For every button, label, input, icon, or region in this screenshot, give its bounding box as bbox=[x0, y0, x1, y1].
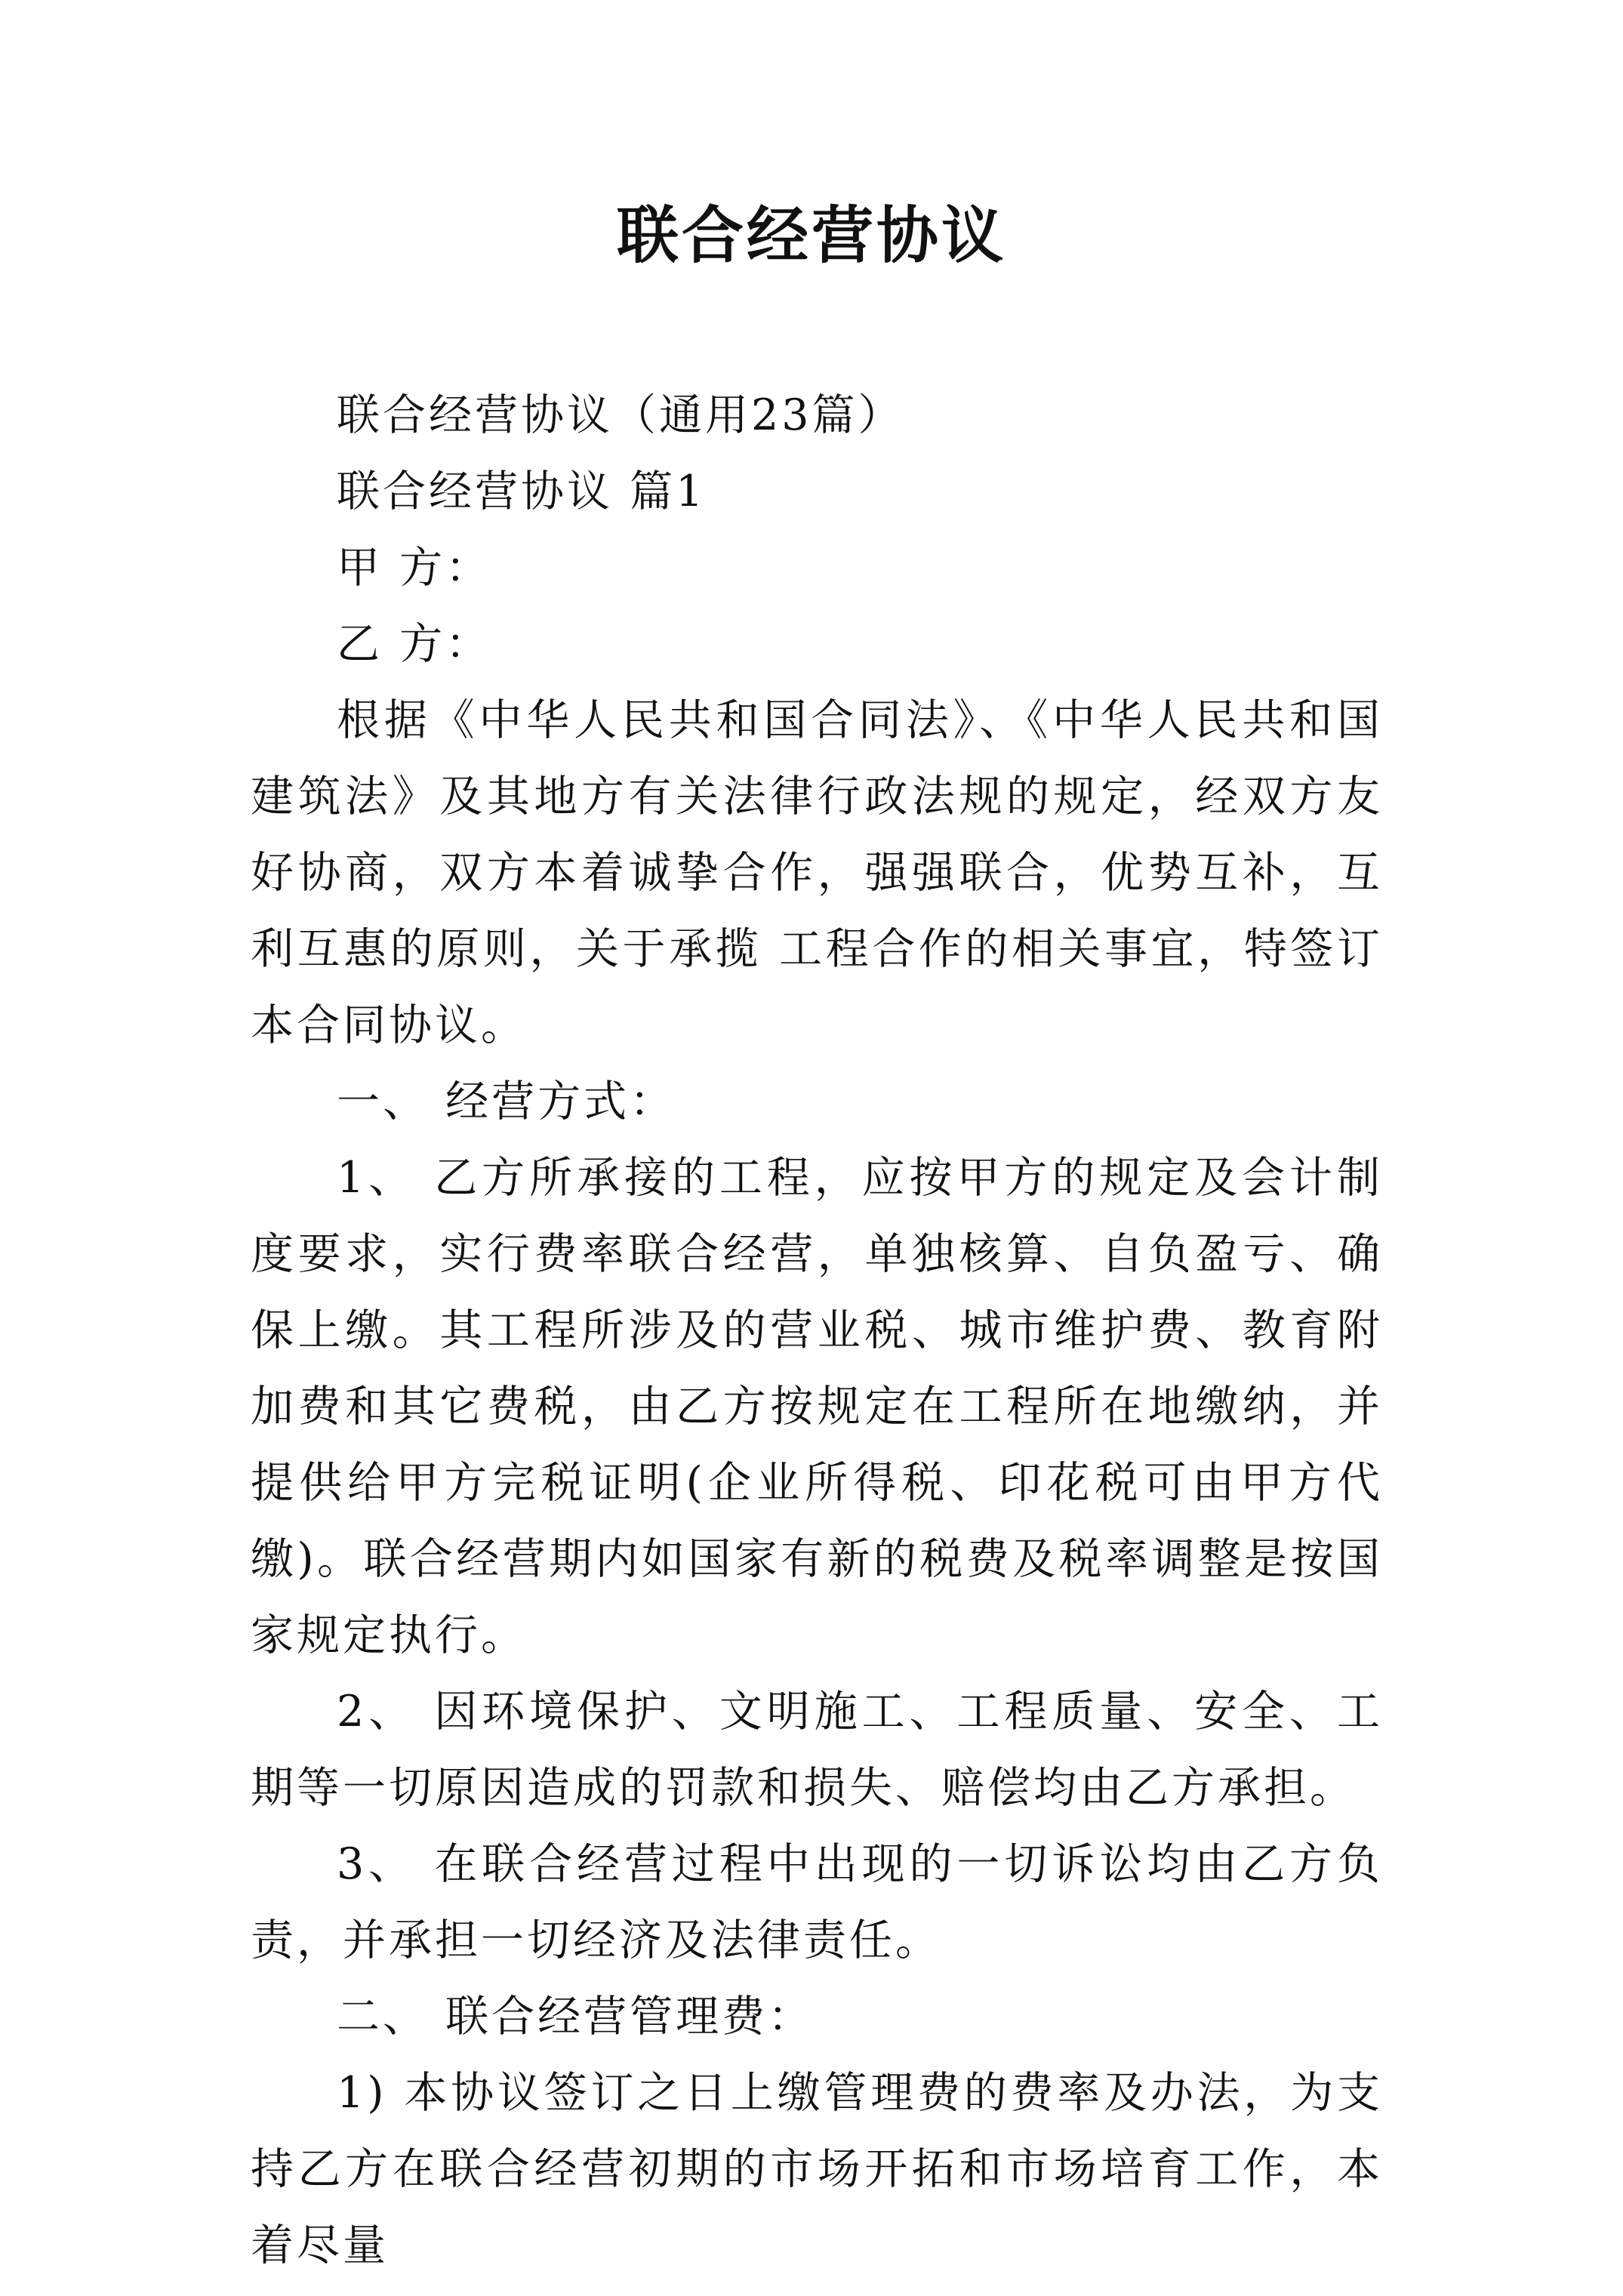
subtitle-collection: 联合经营协议（通用23篇） bbox=[337, 390, 904, 440]
preamble-paragraph: 根据《中华人民共和国合同法》、《中华人民共和国建筑法》及其地方有关法律行政法规的规定，经双方友好协商，双方本着诚挚合作，强强联合，优势互补，互利互惠的原则，关于承揽 工程合作的相关事宜，特签订本合同协议。 bbox=[251, 695, 1383, 1050]
clause-2-1: 1) 本协议签订之日上缴管理费的费率及办法，为支持乙方在联合经营初期的市场开拓和市场培育工作，本着尽量 bbox=[251, 2068, 1383, 2270]
clause-1-1: 1、 乙方所承接的工程，应按甲方的规定及会计制度要求，实行费率联合经营，单独核算、自负盈亏、确保上缴。其工程所涉及的营业税、城市维护费、教育附加费和其它费税，由乙方按规定在工程所在地缴纳，并提供给甲方完税证明(企业所得税、印花税可由甲方代缴)。联合经营期内如国家有新的税费及税率调整是按国家规定执行。 bbox=[251, 1153, 1383, 1660]
clause-1-3: 3、 在联合经营过程中出现的一切诉讼均由乙方负责，并承担一切经济及法律责任。 bbox=[251, 1839, 1383, 1965]
clause-1-2: 2、 因环境保护、文明施工、工程质量、安全、工期等一切原因造成的罚款和损失、赔偿均由乙方承担。 bbox=[251, 1687, 1383, 1813]
section-1-heading: 一、 经营方式： bbox=[337, 1077, 676, 1126]
document-body bbox=[251, 378, 1383, 2284]
party-b-line: 乙 方： bbox=[337, 619, 492, 669]
document-title: 联合经营协议 bbox=[616, 199, 1006, 272]
subtitle-part-1: 联合经营协议 篇1 bbox=[337, 467, 707, 516]
party-a-line: 甲 方： bbox=[337, 543, 492, 593]
section-2-heading: 二、 联合经营管理费： bbox=[337, 1992, 815, 2042]
